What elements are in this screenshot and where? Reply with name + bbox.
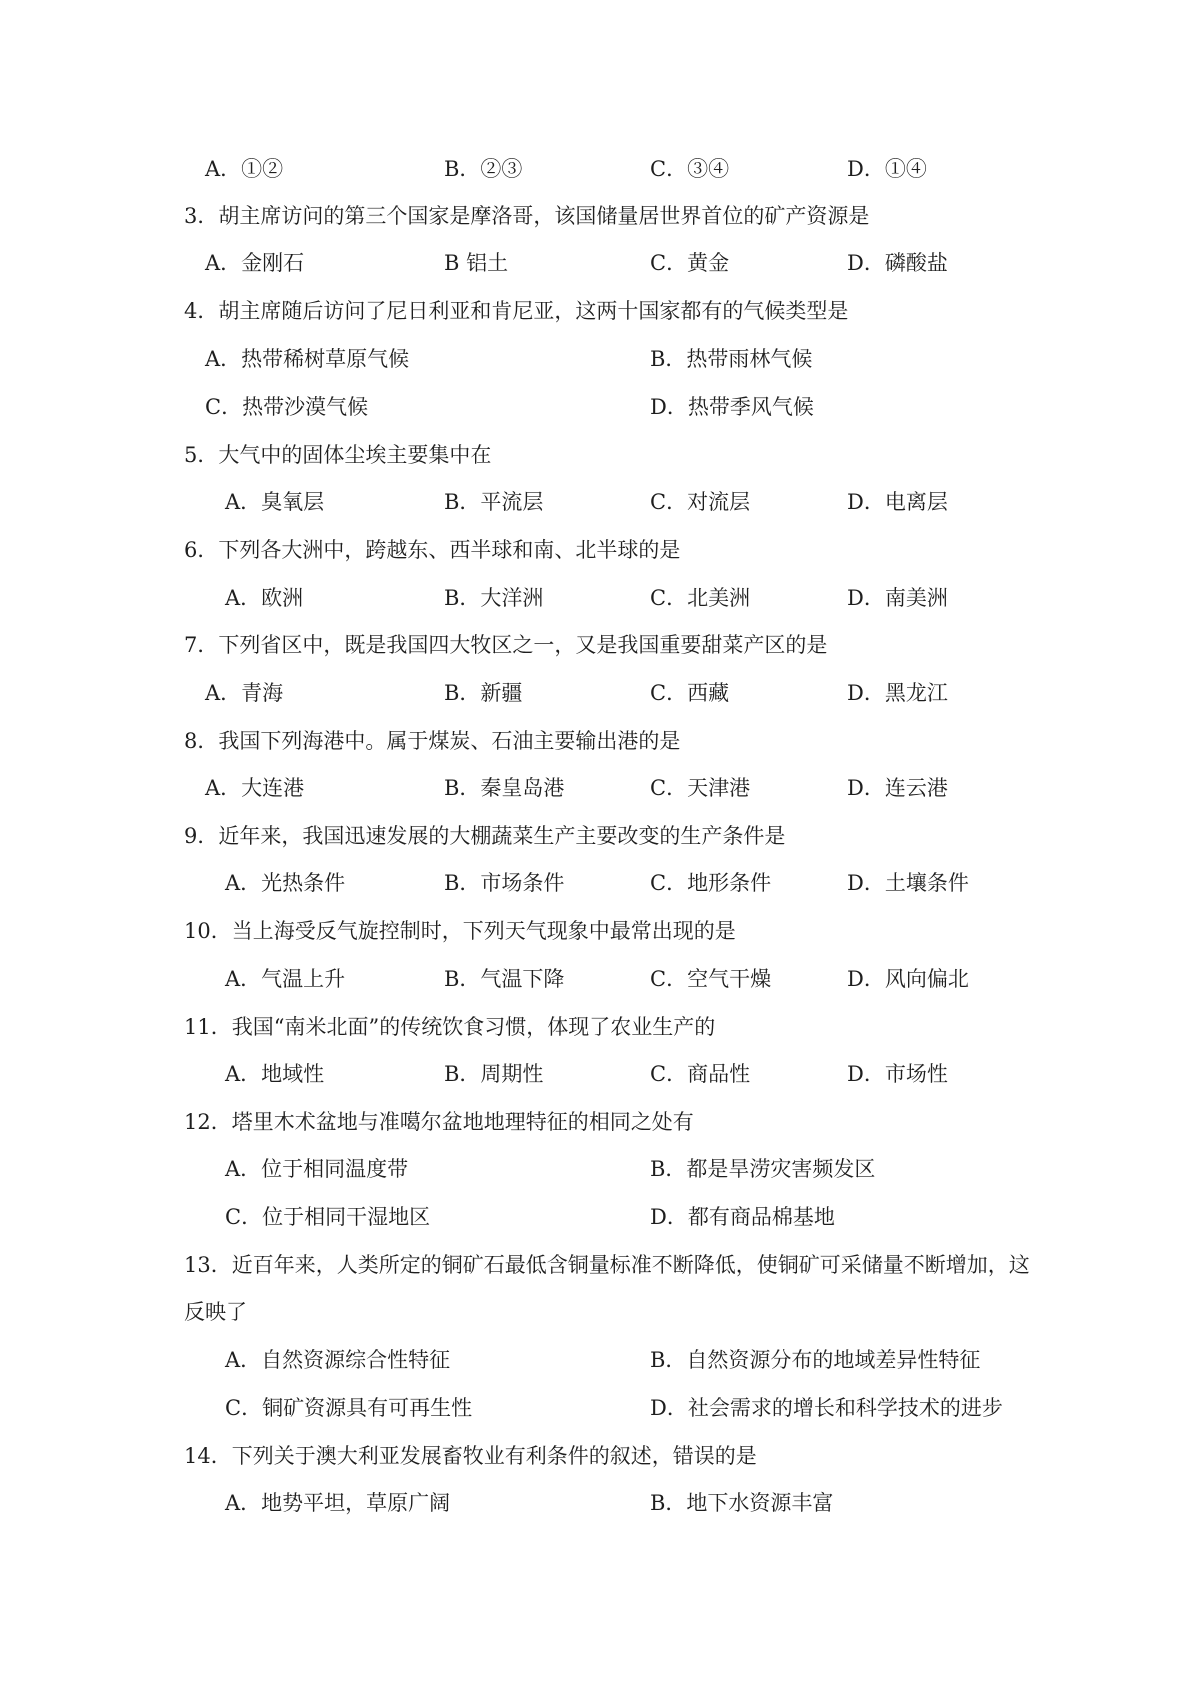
q7-stem: 7．下列省区中，既是我国四大牧区之一，又是我国重要甜菜产区的是 [184, 633, 828, 657]
q4-option-d: D．热带季风气候 [650, 395, 814, 419]
q11-option-c: C．商品性 [650, 1062, 751, 1086]
q5-stem: 5．大气中的固体尘埃主要集中在 [184, 443, 492, 467]
q6-stem: 6．下列各大洲中，跨越东、西半球和南、北半球的是 [184, 538, 681, 562]
q8-option-b: B．秦皇岛港 [444, 776, 565, 800]
q4-stem: 4．胡主席随后访问了尼日利亚和肯尼亚，这两十国家都有的气候类型是 [184, 299, 849, 323]
q13-stem-line1: 13．近百年来，人类所定的铜矿石最低含铜量标准不断降低，使铜矿可采储量不断增加，这 [184, 1253, 1030, 1277]
q6-option-b: B．大洋洲 [444, 586, 544, 610]
q10-option-b: B．气温下降 [444, 967, 565, 991]
q3-option-a: A．金刚石 [205, 251, 305, 275]
q11-stem: 11．我国“南米北面”的传统饮食习惯，体现了农业生产的 [184, 1015, 716, 1039]
q3-option-b: B 铝土 [444, 251, 509, 275]
q14-option-b: B．地下水资源丰富 [650, 1491, 834, 1515]
q8-option-a: A．大连港 [205, 776, 305, 800]
q3-option-c: C．黄金 [650, 251, 730, 275]
q6-option-a: A．欧洲 [225, 586, 304, 610]
q7-option-a: A．青海 [205, 681, 284, 705]
q3-option-d: D．磷酸盐 [847, 251, 948, 275]
q7-option-c: C．西藏 [650, 681, 730, 705]
q12-option-d: D．都有商品棉基地 [650, 1205, 835, 1229]
q4-option-a: A．热带稀树草原气候 [205, 347, 410, 371]
q4-option-c: C．热带沙漠气候 [205, 395, 369, 419]
q6-option-d: D．南美洲 [847, 586, 948, 610]
q3-stem: 3．胡主席访问的第三个国家是摩洛哥，该国储量居世界首位的矿产资源是 [184, 204, 870, 228]
q13-option-b: B．自然资源分布的地域差异性特征 [650, 1348, 981, 1372]
q8-option-c: C．天津港 [650, 776, 751, 800]
q13-option-c: C．铜矿资源具有可再生性 [225, 1396, 473, 1420]
q2-option-c: C．③④ [650, 157, 730, 181]
q12-stem: 12．塔里木术盆地与准噶尔盆地地理特征的相同之处有 [184, 1110, 694, 1134]
q2-option-a: A．①② [205, 157, 284, 181]
q12-option-b: B．都是旱涝灾害频发区 [650, 1157, 876, 1181]
q14-stem: 14．下列关于澳大利亚发展畜牧业有利条件的叙述，错误的是 [184, 1444, 757, 1468]
q9-option-b: B．市场条件 [444, 871, 565, 895]
q14-option-a: A．地势平坦，草原广阔 [225, 1491, 451, 1515]
q8-option-d: D．连云港 [847, 776, 948, 800]
q5-option-b: B．平流层 [444, 490, 544, 514]
q12-option-a: A．位于相同温度带 [225, 1157, 409, 1181]
q5-option-a: A．臭氧层 [225, 490, 325, 514]
q13-option-a: A．自然资源综合性特征 [225, 1348, 451, 1372]
q5-option-d: D．电离层 [847, 490, 948, 514]
q13-option-d: D．社会需求的增长和科学技术的进步 [650, 1396, 1003, 1420]
q10-stem: 10．当上海受反气旋控制时，下列天气现象中最常出现的是 [184, 919, 736, 943]
q4-option-b: B．热带雨林气候 [650, 347, 813, 371]
q9-stem: 9．近年来，我国迅速发展的大棚蔬菜生产主要改变的生产条件是 [184, 824, 786, 848]
q6-option-c: C．北美洲 [650, 586, 751, 610]
q7-option-b: B．新疆 [444, 681, 523, 705]
q5-option-c: C．对流层 [650, 490, 751, 514]
q2-option-b: B．②③ [444, 157, 523, 181]
q8-stem: 8．我国下列海港中。属于煤炭、石油主要输出港的是 [184, 729, 681, 753]
q10-option-c: C．空气干燥 [650, 967, 772, 991]
q9-option-d: D．土壤条件 [847, 871, 969, 895]
q11-option-d: D．市场性 [847, 1062, 948, 1086]
q9-option-c: C．地形条件 [650, 871, 772, 895]
q10-option-d: D．风向偏北 [847, 967, 969, 991]
q2-option-d: D．①④ [847, 157, 927, 181]
q10-option-a: A．气温上升 [225, 967, 346, 991]
q7-option-d: D．黑龙江 [847, 681, 948, 705]
q12-option-c: C．位于相同干湿地区 [225, 1205, 431, 1229]
q9-option-a: A．光热条件 [225, 871, 346, 895]
q13-stem-line2: 反映了 [184, 1300, 247, 1324]
q11-option-b: B．周期性 [444, 1062, 544, 1086]
q11-option-a: A．地域性 [225, 1062, 325, 1086]
